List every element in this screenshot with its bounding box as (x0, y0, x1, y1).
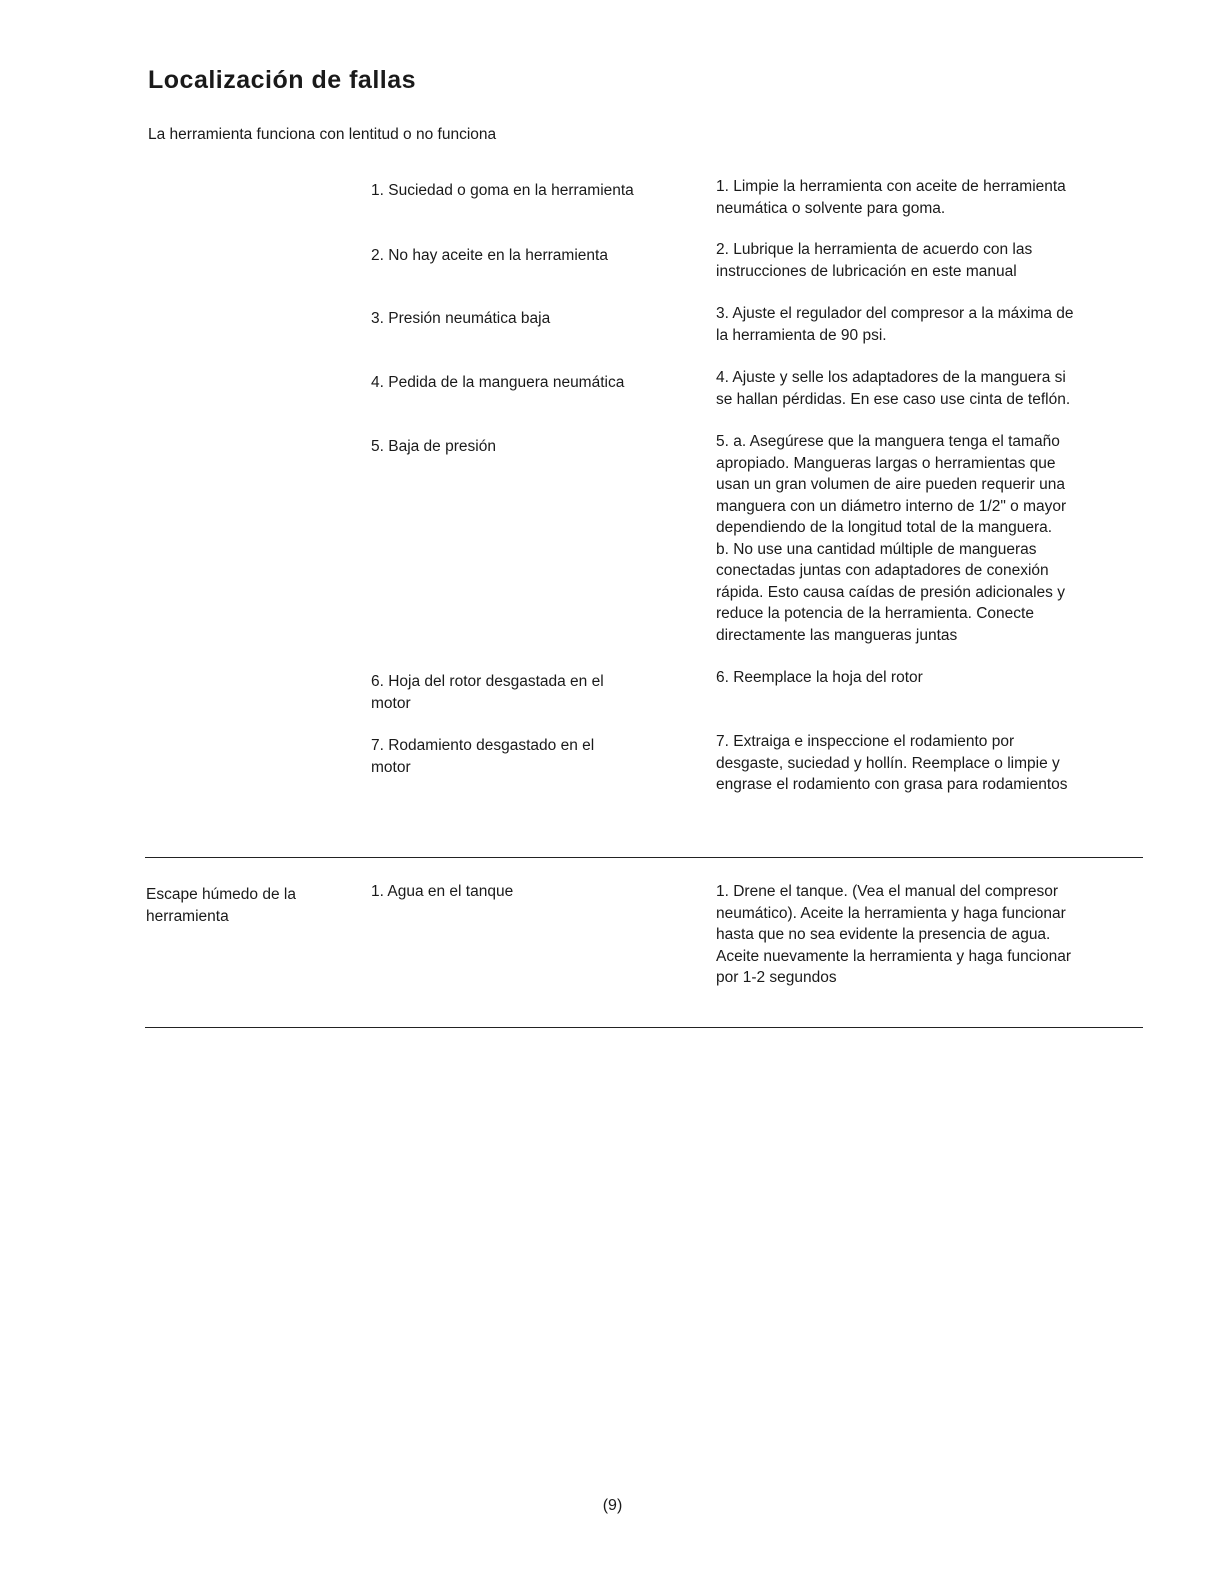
cause-water-tank: 1. Agua en el tanque (371, 883, 514, 900)
fix-5: 5. a. Asegúrese que la manguera tenga el tamaño apropiado. Mangueras largas o herramientas que usan un gran volumen de aire pueden requerir una manguera con un diámetro interno de 1/2" o mayor dependiendo de la longitud total de la manguera. b. No use una cantidad múltiple de mangueras conectadas juntas con adaptadores de conexión rápida. Esto causa caídas de presión adicionales y reduce la potencia de la herramienta. Conecte directamente las mangueras juntas (716, 433, 1067, 644)
cause-1: 1. Suciedad o goma en la herramienta (371, 182, 634, 199)
cause-4: 4. Pedida de la manguera neumática (371, 374, 625, 391)
cause-7: 7. Rodamiento desgastado en el motor (371, 737, 595, 776)
fix-4: 4. Ajuste y selle los adaptadores de la manguera si se hallan pérdidas. En ese caso use cinta de teflón. (716, 369, 1071, 408)
symptom-wet-exhaust: Escape húmedo de la herramienta (146, 886, 296, 925)
cause-2: 2. No hay aceite en la herramienta (371, 247, 608, 264)
cause-3: 3. Presión neumática baja (371, 310, 551, 327)
fix-7: 7. Extraiga e inspeccione el rodamiento por desgaste, suciedad y hollín. Reemplace o limpie y engrase el rodamiento con grasa para rodamientos (716, 733, 1068, 793)
fix-1: 1. Limpie la herramienta con aceite de herramienta neumática o solvente para goma. (716, 178, 1066, 217)
cause-6: 6. Hoja del rotor desgastada en el motor (371, 673, 604, 712)
page-number: (9) (602, 1497, 623, 1514)
symptom-slow-tool: La herramienta funciona con lentitud o no funciona (148, 126, 497, 143)
fix-drain-tank: 1. Drene el tanque. (Vea el manual del compresor neumático). Aceite la herramienta y haga funcionar hasta que no sea evidente la presencia de agua. Aceite nuevamente la herramienta y haga funcionar por 1-2 segundos (716, 883, 1071, 986)
fix-6: 6. Reemplace la hoja del rotor (716, 669, 923, 686)
cause-5: 5. Baja de presión (371, 438, 496, 455)
fix-3: 3. Ajuste el regulador del compresor a la máxima de la herramienta de 90 psi. (716, 305, 1074, 344)
section-divider (145, 857, 1143, 858)
section-divider (145, 1027, 1143, 1028)
page-title: Localización de fallas (148, 66, 417, 94)
fix-2: 2. Lubrique la herramienta de acuerdo con las instrucciones de lubricación en este manual (716, 241, 1033, 280)
